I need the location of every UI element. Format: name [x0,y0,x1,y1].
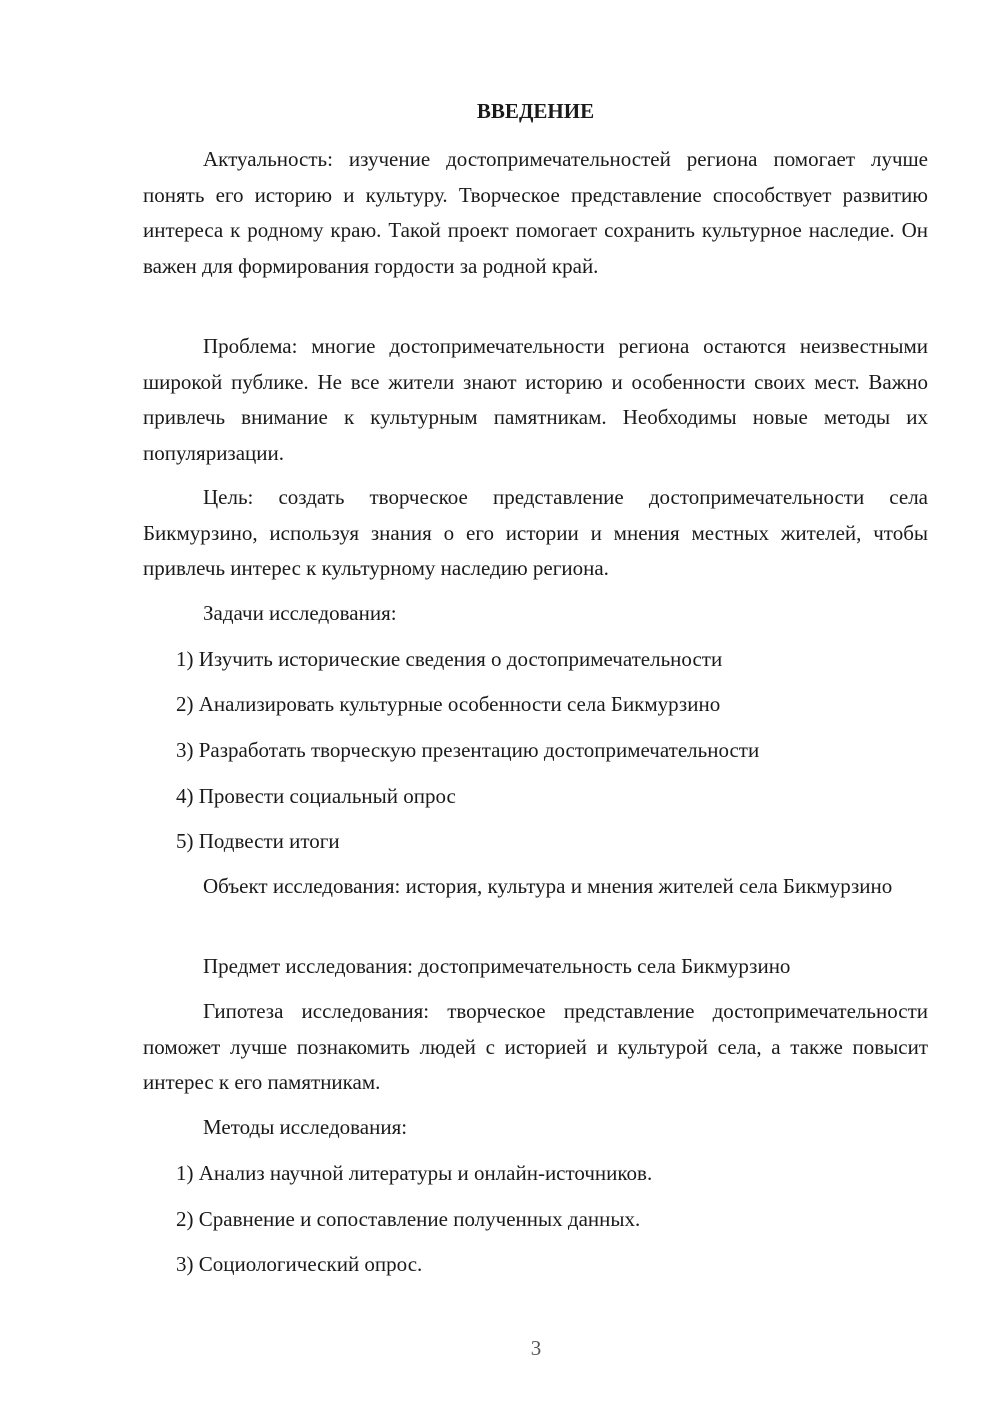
subject-paragraph: Предмет исследования: достопримечательность села Бикмурзино [203,954,791,978]
method-item: 2) Сравнение и сопоставление полученных данных. [176,1207,641,1231]
page-number: 3 [530,1336,542,1360]
methods-heading: Методы исследования: [203,1115,408,1139]
goal-paragraph: Цель: создать творческое представление достопримечательности села Бикмурзино, используя знания о его истории и мнения местных жителей, чтобы привлечь интерес к культурному наследию региона. [143,485,928,580]
method-item: 3) Социологический опрос. [176,1252,423,1276]
task-item: 2) Анализировать культурные особенности села Бикмурзино [176,692,721,716]
task-item: 3) Разработать творческую презентацию достопримечательности [176,738,760,762]
task-item: 5) Подвести итоги [176,829,340,853]
object-paragraph: Объект исследования: история, культура и мнения жителей села Бикмурзино [203,874,893,898]
tasks-heading: Задачи исследования: [203,601,397,625]
task-item: 1) Изучить исторические сведения о достопримечательности [176,647,723,671]
problem-paragraph: Проблема: многие достопримечательности региона остаются неизвестными широкой публике. Не все жители знают историю и особенности своих мест. Важно привлечь внимание к культурным памятникам. Необходимы новые методы их популяризации. [143,334,928,465]
method-item: 1) Анализ научной литературы и онлайн-источников. [176,1161,653,1185]
task-item: 4) Провести социальный опрос [176,784,456,808]
page-title: ВВЕДЕНИЕ [476,99,595,123]
relevance-paragraph: Актуальность: изучение достопримечательностей региона помогает лучше понять его историю и культуру. Творческое представление способствует развитию интереса к родному краю. Такой проект помогает сохранить культурное наследие. Он важен для формирования гордости за родной край. [143,147,928,278]
hypothesis-paragraph: Гипотеза исследования: творческое представление достопримечательности поможет лучше познакомить людей с историей и культурой села, а также повысит интерес к его памятникам. [143,999,928,1094]
